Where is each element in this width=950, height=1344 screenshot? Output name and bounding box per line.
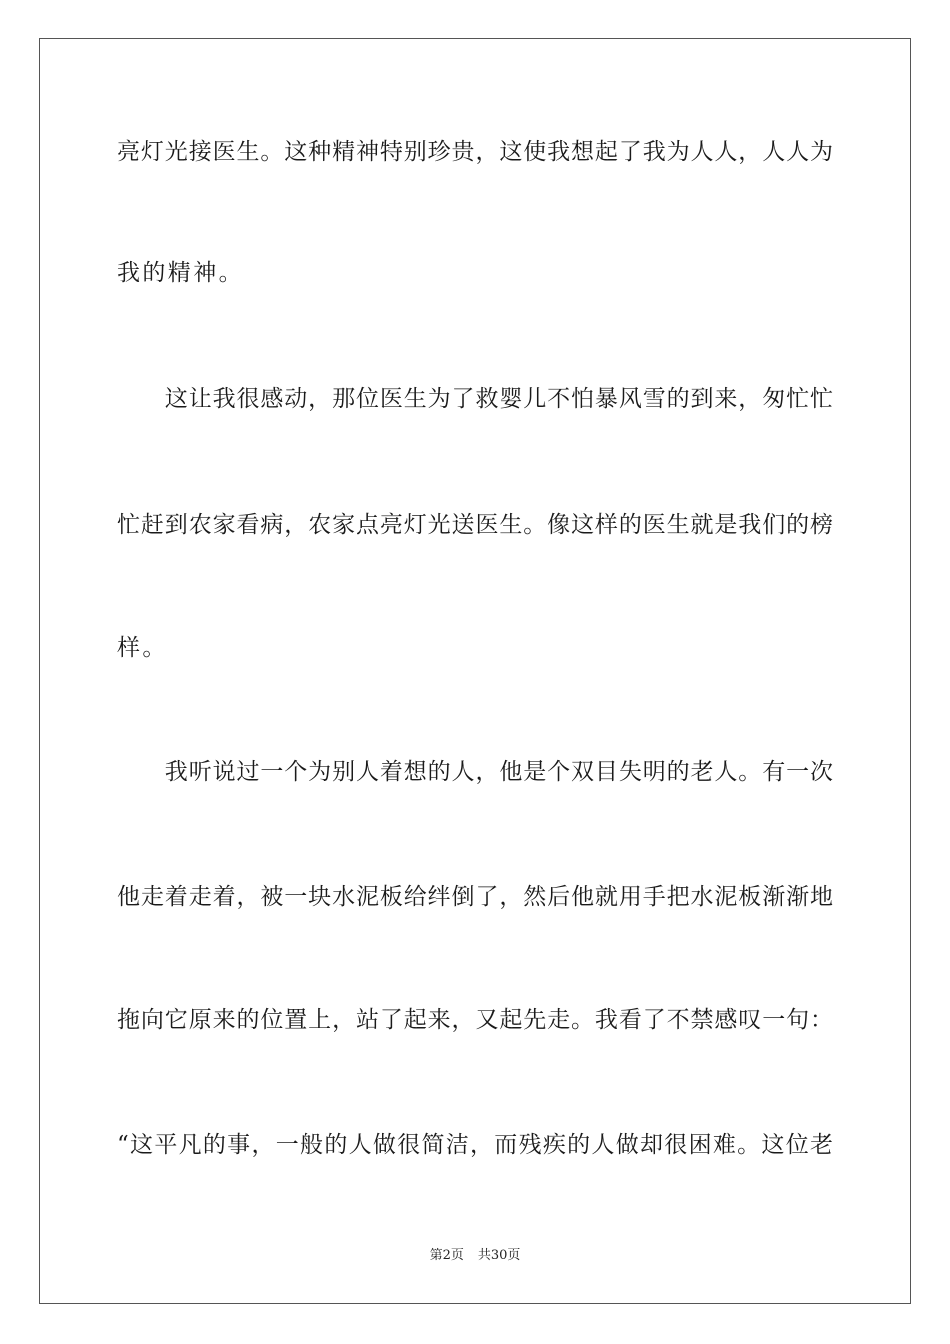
body-text-line: 忙赶到农家看病，农家点亮灯光送医生。像这样的医生就是我们的榜 (117, 512, 833, 538)
body-text-line: 拖向它原来的位置上，站了起来，又起先走。我看了不禁感叹一句： (117, 1007, 833, 1033)
page-total: 共30页 (477, 1248, 521, 1263)
body-text-line: “这平凡的事，一般的人做很简洁，而残疾的人做却很困难。这位老 (117, 1132, 833, 1158)
body-text-line: 我的精神。 (117, 260, 244, 286)
page-footer (0, 1248, 950, 1264)
body-text-line: 他走着走着，被一块水泥板给绊倒了，然后他就用手把水泥板渐渐地 (117, 884, 833, 910)
body-text-line: 我听说过一个为别人着想的人，他是个双目失明的老人。有一次 (117, 759, 833, 785)
body-text-line: 这让我很感动，那位医生为了救婴儿不怕暴风雪的到来，匆忙忙 (117, 386, 833, 412)
body-text-line: 样。 (117, 635, 168, 661)
page-border (39, 38, 911, 1304)
body-text-line: 亮灯光接医生。这种精神特别珍贵，这使我想起了我为人人，人人为 (117, 139, 833, 165)
page-number: 第2页 (429, 1248, 464, 1263)
